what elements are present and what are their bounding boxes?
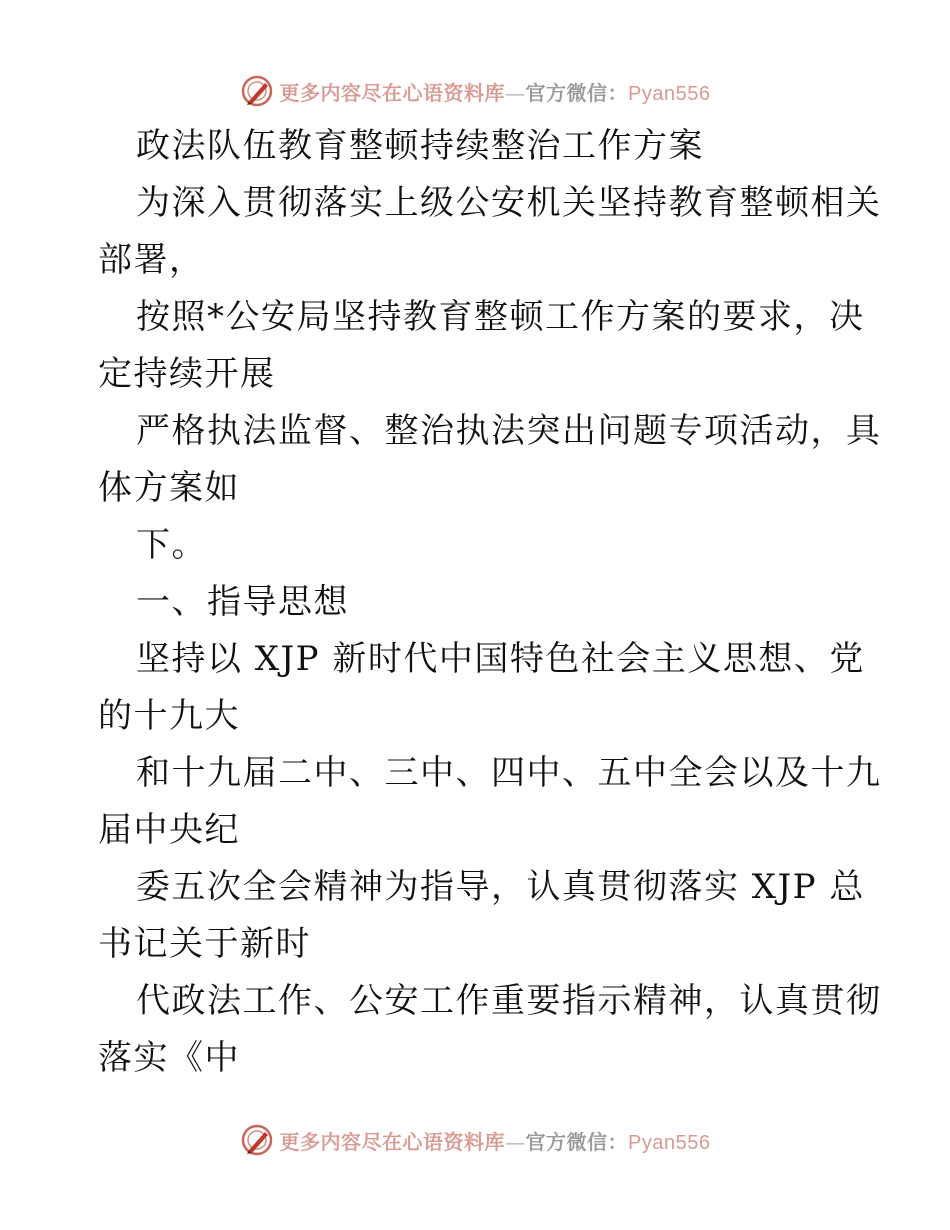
text-line: 严格执法监督、整治执法突出问题专项活动，具 — [136, 411, 882, 451]
text-line: 一、指导思想 — [136, 582, 349, 622]
pen-logo-icon — [240, 74, 274, 108]
header-watermark — [0, 71, 950, 111]
watermark-text — [280, 77, 711, 106]
text-line: 定持续开展 — [98, 354, 276, 394]
watermark-official-label: 官方微信： — [525, 80, 629, 105]
watermark-dash: — — [505, 1129, 526, 1154]
watermark-dash: — — [505, 80, 526, 105]
watermark-wechat-id: Pyan556 — [628, 1131, 711, 1154]
text-line: 委五次全会精神为指导，认真贯彻落实 XJP 总 — [136, 867, 865, 907]
text-line: 落实《中 — [98, 1038, 240, 1078]
watermark-wechat-id: Pyan556 — [628, 82, 711, 105]
watermark-official-label: 官方微信： — [525, 1129, 629, 1154]
text-line: 体方案如 — [98, 468, 240, 508]
watermark-text — [280, 1126, 711, 1155]
watermark-brand: 更多内容尽在心语资料库 — [279, 80, 506, 105]
footer-watermark — [0, 1120, 950, 1160]
watermark-content — [240, 1123, 711, 1157]
text-line: 下。 — [136, 525, 207, 565]
text-line: 的十九大 — [98, 696, 240, 736]
text-line: 按照*公安局坚持教育整顿工作方案的要求，决 — [136, 297, 865, 337]
text-line: 部署， — [98, 240, 205, 280]
text-line: 书记关于新时 — [98, 924, 311, 964]
watermark-content — [240, 74, 711, 108]
watermark-brand: 更多内容尽在心语资料库 — [279, 1129, 506, 1154]
text-line: 和十九届二中、三中、四中、五中全会以及十九 — [136, 753, 882, 793]
text-line: 为深入贯彻落实上级公安机关坚持教育整顿相关 — [136, 183, 882, 223]
text-line: 届中央纪 — [98, 810, 240, 850]
text-line: 代政法工作、公安工作重要指示精神，认真贯彻 — [136, 981, 882, 1021]
text-line: 坚持以 XJP 新时代中国特色社会主义思想、党 — [136, 639, 865, 679]
document-title: 政法队伍教育整顿持续整治工作方案 — [136, 126, 704, 166]
pen-logo-icon — [240, 1123, 274, 1157]
document-body — [98, 118, 882, 1087]
